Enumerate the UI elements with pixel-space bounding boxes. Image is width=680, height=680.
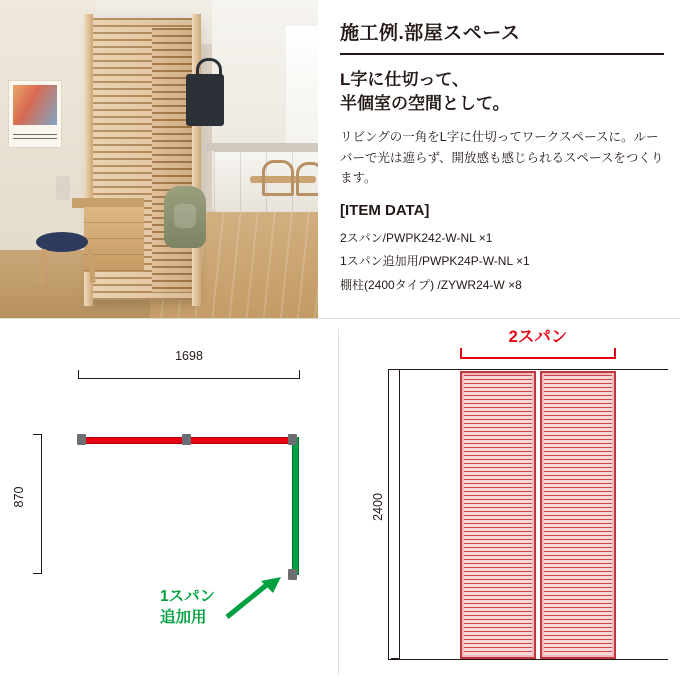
elevation-height-dimension-line bbox=[399, 369, 400, 659]
plan-left-dimension-tick-bottom bbox=[33, 573, 42, 574]
item-data-row: 棚柱(2400タイプ) /ZYWR24-W ×8 bbox=[340, 277, 522, 292]
photo-desk-lamp bbox=[56, 176, 70, 200]
plan-left-dimension-label: 870 bbox=[12, 486, 26, 508]
photo-stool-legs bbox=[38, 249, 95, 283]
plan-callout-line-1: 1スパン bbox=[160, 588, 216, 605]
eyebrow-title: 施工例.部屋スペース bbox=[340, 23, 521, 44]
plan-top-dimension bbox=[78, 349, 300, 379]
plan-additional-unit-run bbox=[292, 437, 299, 575]
plan-post-joint bbox=[288, 434, 297, 445]
elevation-view-diagram bbox=[338, 319, 680, 680]
page-title bbox=[340, 68, 664, 116]
plan-left-dimension-tick-top bbox=[33, 434, 42, 435]
elevation-span-label: 2スパン bbox=[508, 328, 568, 346]
photo-poster bbox=[8, 80, 62, 148]
diagram-section bbox=[0, 319, 680, 680]
elevation-wall-line bbox=[388, 369, 389, 659]
plan-callout-arrow-icon bbox=[225, 577, 285, 619]
photo-poster-art bbox=[13, 85, 57, 125]
elevation-ceiling-line bbox=[388, 369, 668, 370]
item-data-row: 1スパン追加用/PWPK24P-W-NL ×1 bbox=[340, 254, 530, 269]
headline-line-1: L字に仕切って、 bbox=[340, 70, 470, 89]
plan-top-dimension-tick-right bbox=[299, 370, 300, 379]
elevation-louver-panel bbox=[540, 371, 616, 659]
plan-left-dimension bbox=[12, 434, 42, 574]
elevation-floor-line bbox=[388, 659, 668, 660]
elevation-height-label: 2400 bbox=[371, 493, 385, 521]
elevation-louver-panel bbox=[460, 371, 536, 659]
item-data-heading: [ITEM DATA] bbox=[340, 202, 430, 219]
photo-poster-text bbox=[13, 134, 57, 142]
headline-line-2: 半個室の空間として。 bbox=[340, 94, 510, 114]
intro-section bbox=[0, 0, 680, 318]
photo-tote-bag bbox=[186, 74, 224, 126]
photo-window bbox=[286, 26, 318, 146]
body-copy: リビングの一角をL字に仕切ってワークスペースに。ルーバーで光は遮らず、開放感も感じられるスペースをつくります。 bbox=[340, 130, 664, 185]
photo-louver-post-right bbox=[192, 14, 201, 306]
plan-view-diagram bbox=[0, 319, 338, 680]
elevation-height-dimension bbox=[370, 369, 400, 659]
plan-callout-line-2: 追加用 bbox=[160, 608, 207, 626]
item-data-row: 2スパン/PWPK242-W-NL ×1 bbox=[340, 231, 493, 245]
article-text-column bbox=[318, 0, 680, 318]
photo-chair-two bbox=[296, 162, 318, 196]
plan-left-dimension-line bbox=[41, 434, 42, 574]
photo-illustration bbox=[0, 0, 318, 318]
example-photo bbox=[0, 0, 318, 318]
title-rule bbox=[340, 53, 664, 55]
plan-post-joint bbox=[288, 569, 297, 580]
elevation-span-bracket bbox=[460, 348, 616, 359]
plan-post-joint bbox=[77, 434, 86, 445]
photo-backpack bbox=[164, 186, 206, 248]
plan-top-dimension-label: 1698 bbox=[175, 349, 203, 363]
plan-top-dimension-line bbox=[78, 378, 300, 379]
plan-callout-note bbox=[160, 587, 215, 629]
photo-chair-one bbox=[262, 160, 294, 196]
plan-top-dimension-tick-left bbox=[78, 370, 79, 379]
plan-post-joint bbox=[182, 434, 191, 445]
